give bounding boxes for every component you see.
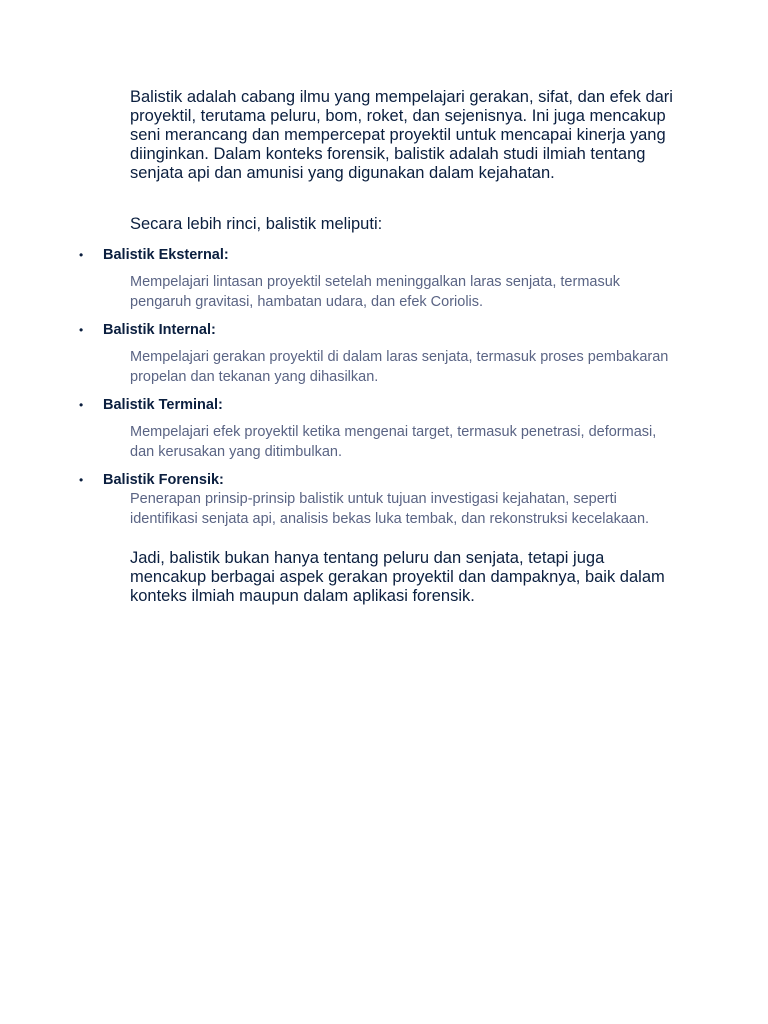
item-title-forensik: Balistik Forensik: xyxy=(103,472,224,488)
item-description-eksternal: Mempelajari lintasan proyektil setelah meninggalkan laras senjata, termasuk pengaruh gravitasi, hambatan udara, dan efek Coriolis. xyxy=(130,274,621,310)
bullet-marker: • xyxy=(79,323,84,337)
item-title-terminal: Balistik Terminal: xyxy=(103,397,223,413)
bullet-marker: • xyxy=(79,248,84,262)
item-description-internal: Mempelajari gerakan proyektil di dalam laras senjata, termasuk proses pembakaran propelan dan tekanan yang dihasilkan. xyxy=(130,349,669,385)
closing-paragraph: Jadi, balistik bukan hanya tentang peluru dan senjata, tetapi juga mencakup berbagai aspek gerakan proyektil dan dampaknya, baik dalam konteks ilmiah maupun dalam aplikasi forensik. xyxy=(130,549,665,605)
intro-paragraph: Balistik adalah cabang ilmu yang mempelajari gerakan, sifat, dan efek dari proyektil, terutama peluru, bom, roket, dan sejenisnya. Ini juga mencakup seni merancang dan mempercepat proyektil untuk mencapai kinerja yang diinginkan. Dalam konteks forensik, balistik adalah studi ilmiah tentang senjata api dan amunisi yang digunakan dalam kejahatan. xyxy=(130,88,673,182)
item-title-eksternal: Balistik Eksternal: xyxy=(103,247,229,263)
item-title-internal: Balistik Internal: xyxy=(103,322,216,338)
bullet-marker: • xyxy=(79,473,84,487)
item-description-terminal: Mempelajari efek proyektil ketika mengenai target, termasuk penetrasi, deformasi, dan kerusakan yang ditimbulkan. xyxy=(130,424,657,460)
bullet-marker: • xyxy=(79,398,84,412)
lead-sentence: Secara lebih rinci, balistik meliputi: xyxy=(130,215,383,233)
item-description-forensik: Penerapan prinsip-prinsip balistik untuk tujuan investigasi kejahatan, seperti identifikasi senjata api, analisis bekas luka tembak, dan rekonstruksi kecelakaan. xyxy=(130,491,650,527)
